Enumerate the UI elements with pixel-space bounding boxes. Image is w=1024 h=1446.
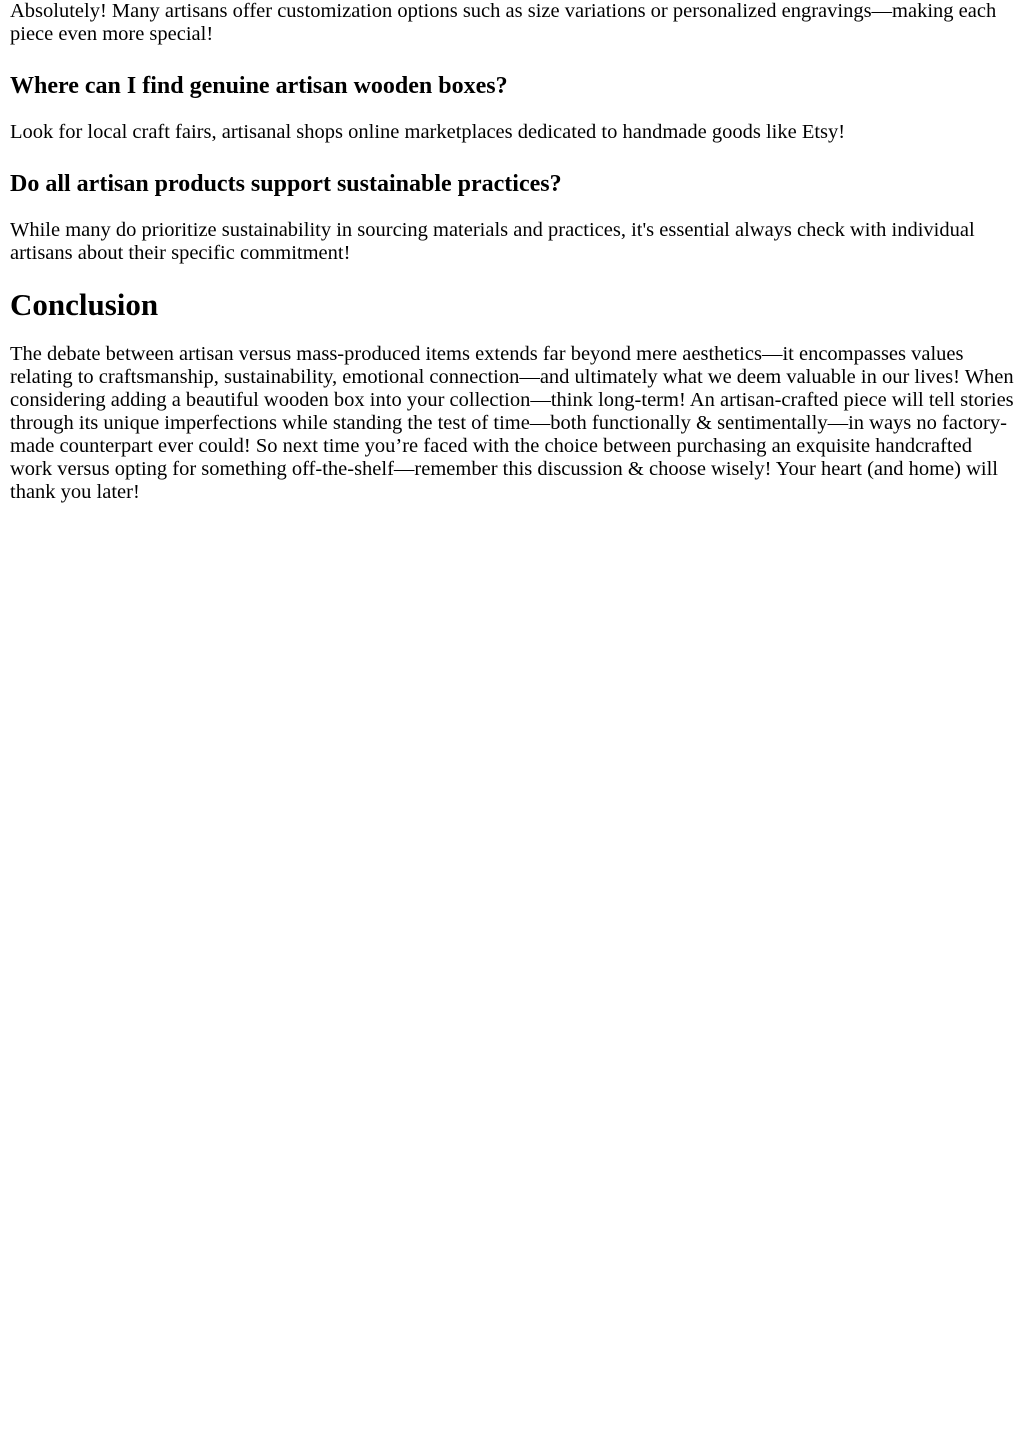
- faq-answer-where-to-find: Look for local craft fairs, artisanal shops online marketplaces dedicated to handmade goods like Etsy!: [10, 121, 846, 143]
- conclusion-heading: Conclusion: [10, 287, 159, 322]
- faq-question-sustainable-practices: Do all artisan products support sustainable practices?: [10, 171, 562, 197]
- faq-answer-sustainable-practices: While many do prioritize sustainability in sourcing materials and practices, it's essential always check with individual artisans about their specific commitment!: [10, 219, 975, 264]
- faq-question-where-to-find: Where can I find genuine artisan wooden boxes?: [10, 73, 508, 99]
- faq-answer-customization: Absolutely! Many artisans offer customization options such as size variations or personalized engravings—making each piece even more special!: [10, 0, 997, 45]
- conclusion-body: The debate between artisan versus mass-produced items extends far beyond mere aesthetics—it encompasses values relating to craftsmanship, sustainability, emotional connection—and ultimately what we deem valuable in our lives! When considering adding a beautiful wooden box into your collection—think long-term! An artisan-crafted piece will tell stories through its unique imperfections while standing the test of time—both functionally & sentimentally—in ways no factory-made counterpart ever could! So next time you’re faced with the choice between purchasing an exquisite handcrafted work versus opting for something off-the-shelf—remember this discussion & choose wisely! Your heart (and home) will thank you later!: [10, 343, 1014, 503]
- article-content: [0, 0, 1024, 504]
